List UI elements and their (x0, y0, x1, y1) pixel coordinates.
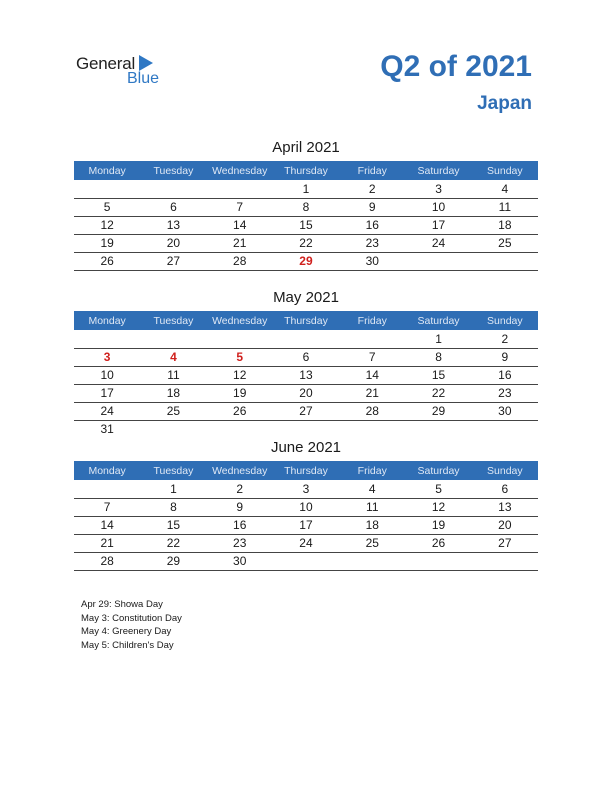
quarter-title: Q2 of 2021 (380, 50, 532, 83)
day-cell: 3 (405, 180, 471, 198)
day-cell: 24 (405, 234, 471, 252)
day-cell: 2 (472, 330, 538, 348)
month-april (74, 139, 538, 271)
empty-day-cell (74, 480, 140, 498)
empty-day-cell (405, 420, 471, 438)
empty-day-cell (273, 552, 339, 570)
empty-day-cell (74, 330, 140, 348)
day-cell: 23 (472, 384, 538, 402)
day-cell: 23 (339, 234, 405, 252)
day-cell: 28 (339, 402, 405, 420)
day-cell: 29 (273, 252, 339, 270)
week-row (74, 420, 538, 438)
day-cell: 8 (140, 498, 206, 516)
calendar-grid (74, 311, 538, 438)
weekday-header: Sunday (472, 161, 538, 180)
day-cell: 8 (273, 198, 339, 216)
empty-day-cell (74, 180, 140, 198)
day-cell: 16 (339, 216, 405, 234)
logo-text-general: General (76, 54, 136, 73)
day-cell: 27 (140, 252, 206, 270)
month-title: May 2021 (273, 289, 339, 306)
day-cell: 27 (472, 534, 538, 552)
day-cell: 12 (405, 498, 471, 516)
day-cell: 9 (472, 348, 538, 366)
holiday-note: May 4: Greenery Day (81, 626, 172, 637)
week-row (74, 234, 538, 252)
day-cell: 23 (207, 534, 273, 552)
weekday-header: Tuesday (140, 161, 206, 180)
month-title: April 2021 (272, 139, 340, 156)
empty-day-cell (339, 330, 405, 348)
day-cell: 25 (472, 234, 538, 252)
empty-day-cell (405, 552, 471, 570)
day-cell: 16 (207, 516, 273, 534)
day-cell: 2 (207, 480, 273, 498)
day-cell: 22 (140, 534, 206, 552)
day-cell: 25 (339, 534, 405, 552)
week-row (74, 498, 538, 516)
weekday-header: Friday (339, 311, 405, 330)
empty-day-cell (207, 420, 273, 438)
week-row (74, 384, 538, 402)
day-cell: 20 (472, 516, 538, 534)
day-cell: 29 (140, 552, 206, 570)
weekday-header: Monday (74, 161, 140, 180)
day-cell: 12 (74, 216, 140, 234)
day-cell: 26 (207, 402, 273, 420)
day-cell: 6 (472, 480, 538, 498)
day-cell: 13 (472, 498, 538, 516)
day-cell: 21 (74, 534, 140, 552)
month-title: June 2021 (270, 439, 342, 456)
day-cell: 13 (273, 366, 339, 384)
day-cell: 19 (207, 384, 273, 402)
day-cell: 10 (405, 198, 471, 216)
day-cell: 20 (140, 234, 206, 252)
day-cell: 17 (273, 516, 339, 534)
country-name: Japan (477, 93, 532, 114)
holiday-note: May 3: Constitution Day (81, 612, 182, 624)
week-row (74, 480, 538, 498)
day-cell: 14 (207, 216, 273, 234)
day-cell: 7 (74, 498, 140, 516)
day-cell: 29 (405, 402, 471, 420)
empty-day-cell (207, 330, 273, 348)
day-cell: 13 (140, 216, 206, 234)
day-cell: 16 (472, 366, 538, 384)
day-cell: 5 (207, 348, 273, 366)
day-cell: 7 (207, 198, 273, 216)
day-cell: 2 (339, 180, 405, 198)
logo-text-blue: Blue (127, 70, 160, 87)
day-cell: 22 (405, 384, 471, 402)
day-cell: 7 (339, 348, 405, 366)
day-cell: 9 (339, 198, 405, 216)
weekday-header: Saturday (405, 161, 471, 180)
weekday-header: Tuesday (140, 311, 206, 330)
week-row (74, 252, 538, 270)
week-row (74, 534, 538, 552)
day-cell: 11 (339, 498, 405, 516)
day-cell: 5 (405, 480, 471, 498)
empty-day-cell (140, 180, 206, 198)
week-row (74, 516, 538, 534)
holiday-note: May 5: Children's Day (81, 639, 174, 651)
day-cell: 18 (472, 216, 538, 234)
weekday-header: Wednesday (207, 461, 273, 480)
day-cell: 3 (74, 348, 140, 366)
day-cell: 14 (339, 366, 405, 384)
day-cell: 26 (405, 534, 471, 552)
day-cell: 5 (74, 198, 140, 216)
day-cell: 18 (339, 516, 405, 534)
day-cell: 15 (405, 366, 471, 384)
day-cell: 20 (273, 384, 339, 402)
week-row (74, 402, 538, 420)
day-cell: 15 (273, 216, 339, 234)
empty-day-cell (405, 252, 471, 270)
logo-flag-icon (139, 55, 153, 71)
week-row (74, 180, 538, 198)
weekday-header: Sunday (472, 311, 538, 330)
day-cell: 8 (405, 348, 471, 366)
weekday-header: Saturday (405, 461, 471, 480)
day-cell: 17 (405, 216, 471, 234)
day-cell: 10 (273, 498, 339, 516)
day-cell: 27 (273, 402, 339, 420)
weekday-header: Sunday (472, 461, 538, 480)
calendar-grid (74, 461, 538, 571)
week-row (74, 366, 538, 384)
day-cell: 30 (339, 252, 405, 270)
day-cell: 17 (74, 384, 140, 402)
day-cell: 19 (405, 516, 471, 534)
day-cell: 6 (140, 198, 206, 216)
day-cell: 21 (207, 234, 273, 252)
empty-day-cell (273, 330, 339, 348)
day-cell: 3 (273, 480, 339, 498)
day-cell: 19 (74, 234, 140, 252)
empty-day-cell (339, 552, 405, 570)
day-cell: 18 (140, 384, 206, 402)
month-june (74, 439, 538, 571)
day-cell: 25 (140, 402, 206, 420)
day-cell: 12 (207, 366, 273, 384)
weekday-header: Thursday (273, 311, 339, 330)
holiday-note: Apr 29: Showa Day (81, 599, 163, 610)
day-cell: 6 (273, 348, 339, 366)
day-cell: 4 (339, 480, 405, 498)
day-cell: 24 (273, 534, 339, 552)
day-cell: 4 (472, 180, 538, 198)
weekday-header: Friday (339, 161, 405, 180)
day-cell: 1 (140, 480, 206, 498)
day-cell: 24 (74, 402, 140, 420)
day-cell: 28 (207, 252, 273, 270)
weekday-header: Monday (74, 311, 140, 330)
weekday-header: Thursday (273, 461, 339, 480)
weekday-header: Saturday (405, 311, 471, 330)
weekday-header: Wednesday (207, 161, 273, 180)
day-cell: 11 (140, 366, 206, 384)
day-cell: 31 (100, 422, 114, 437)
empty-day-cell (140, 330, 206, 348)
day-cell: 22 (273, 234, 339, 252)
day-cell: 10 (74, 366, 140, 384)
day-cell: 9 (207, 498, 273, 516)
day-cell: 14 (74, 516, 140, 534)
day-cell: 1 (273, 180, 339, 198)
empty-day-cell (472, 420, 538, 438)
week-row (74, 216, 538, 234)
week-row (74, 330, 538, 348)
day-cell: 30 (207, 552, 273, 570)
day-cell: 1 (405, 330, 471, 348)
empty-day-cell (273, 420, 339, 438)
day-cell: 30 (472, 402, 538, 420)
empty-day-cell (472, 252, 538, 270)
day-cell: 11 (472, 198, 538, 216)
weekday-header: Thursday (273, 161, 339, 180)
general-blue-logo (76, 54, 176, 88)
calendar-grid (74, 161, 538, 271)
day-cell: 15 (140, 516, 206, 534)
weekday-header: Friday (339, 461, 405, 480)
empty-day-cell (339, 420, 405, 438)
empty-day-cell (140, 420, 206, 438)
day-cell: 28 (74, 552, 140, 570)
week-row (74, 348, 538, 366)
weekday-header: Wednesday (207, 311, 273, 330)
weekday-header: Monday (74, 461, 140, 480)
empty-day-cell (472, 552, 538, 570)
day-cell: 26 (74, 252, 140, 270)
day-cell: 21 (339, 384, 405, 402)
empty-day-cell (207, 180, 273, 198)
month-may (74, 289, 538, 438)
week-row (74, 552, 538, 570)
weekday-header: Tuesday (140, 461, 206, 480)
day-cell: 4 (140, 348, 206, 366)
holiday-notes (81, 598, 182, 652)
week-row (74, 198, 538, 216)
